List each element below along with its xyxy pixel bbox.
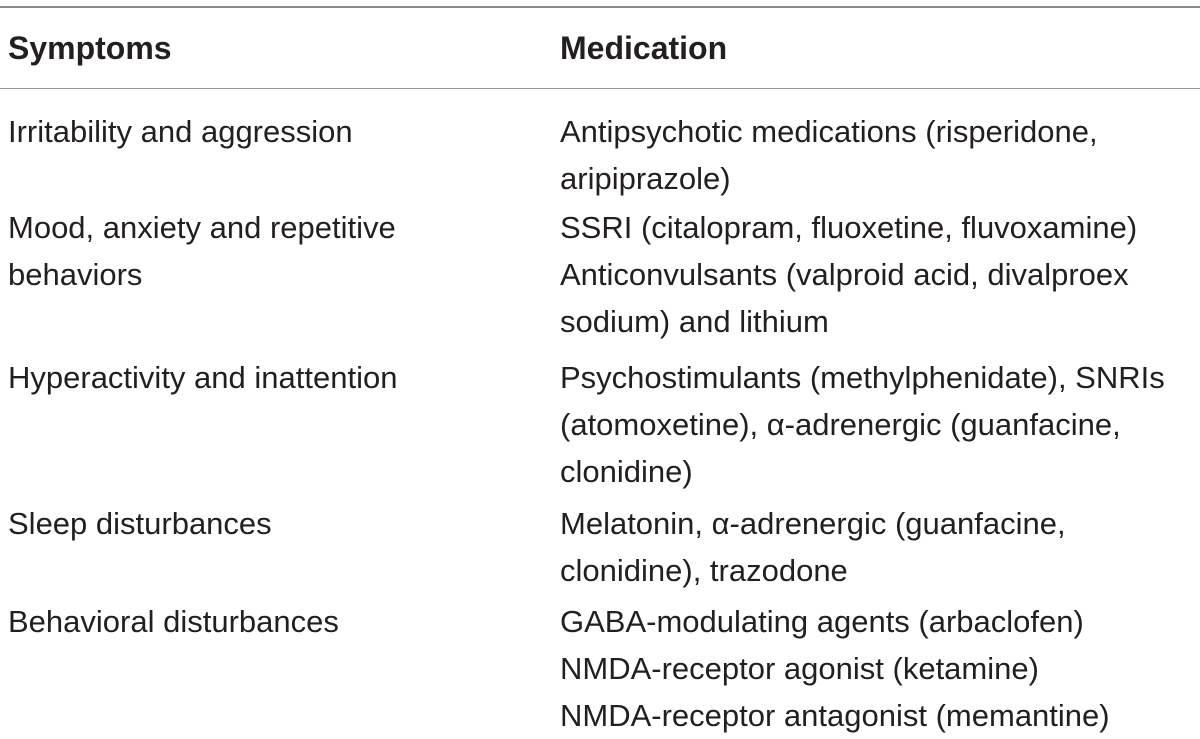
row-2-symptom-line-2: behaviors <box>8 257 143 292</box>
row-4-medication <box>560 500 1066 594</box>
header-medication: Medication <box>560 30 728 66</box>
row-5-medication-line-3: NMDA-receptor antagonist (memantine) <box>560 698 1110 733</box>
row-4-medication-line-2: clonidine), trazodone <box>560 553 848 588</box>
row-1-medication-line-2: aripiprazole) <box>560 161 731 196</box>
row-2-medication-line-1: SSRI (citalopram, fluoxetine, fluvoxamine) <box>560 210 1138 245</box>
row-2-symptom <box>8 204 396 298</box>
header-symptoms: Symptoms <box>8 30 172 66</box>
row-4-medication-line-1: Melatonin, α-adrenergic (guanfacine, <box>560 506 1066 541</box>
table-top-rule <box>0 6 1200 8</box>
row-2-medication <box>560 204 1137 345</box>
row-3-symptom-line-1: Hyperactivity and inattention <box>8 360 398 395</box>
row-2-medication-line-3: sodium) and lithium <box>560 304 829 339</box>
row-1-symptom <box>8 108 353 155</box>
row-5-symptom-line-1: Behavioral disturbances <box>8 604 339 639</box>
row-3-medication-line-2: (atomoxetine), α-adrenergic (guanfacine, <box>560 407 1121 442</box>
row-2-symptom-line-1: Mood, anxiety and repetitive <box>8 210 396 245</box>
row-3-medication <box>560 354 1165 495</box>
row-5-medication <box>560 598 1110 739</box>
row-5-medication-line-2: NMDA-receptor agonist (ketamine) <box>560 651 1039 686</box>
row-5-medication-line-1: GABA-modulating agents (arbaclofen) <box>560 604 1084 639</box>
row-3-symptom <box>8 354 397 401</box>
row-1-medication-line-1: Antipsychotic medications (risperidone, <box>560 114 1098 149</box>
row-1-symptom-line-1: Irritability and aggression <box>8 114 353 149</box>
row-2-medication-line-2: Anticonvulsants (valproid acid, divalproex <box>560 257 1129 292</box>
row-3-medication-line-1: Psychostimulants (methylphenidate), SNRIs <box>560 360 1165 395</box>
row-5-symptom <box>8 598 339 645</box>
header-rule <box>0 88 1200 89</box>
row-4-symptom <box>8 500 272 547</box>
row-4-symptom-line-1: Sleep disturbances <box>8 506 272 541</box>
row-3-medication-line-3: clonidine) <box>560 454 693 489</box>
row-1-medication <box>560 108 1098 202</box>
